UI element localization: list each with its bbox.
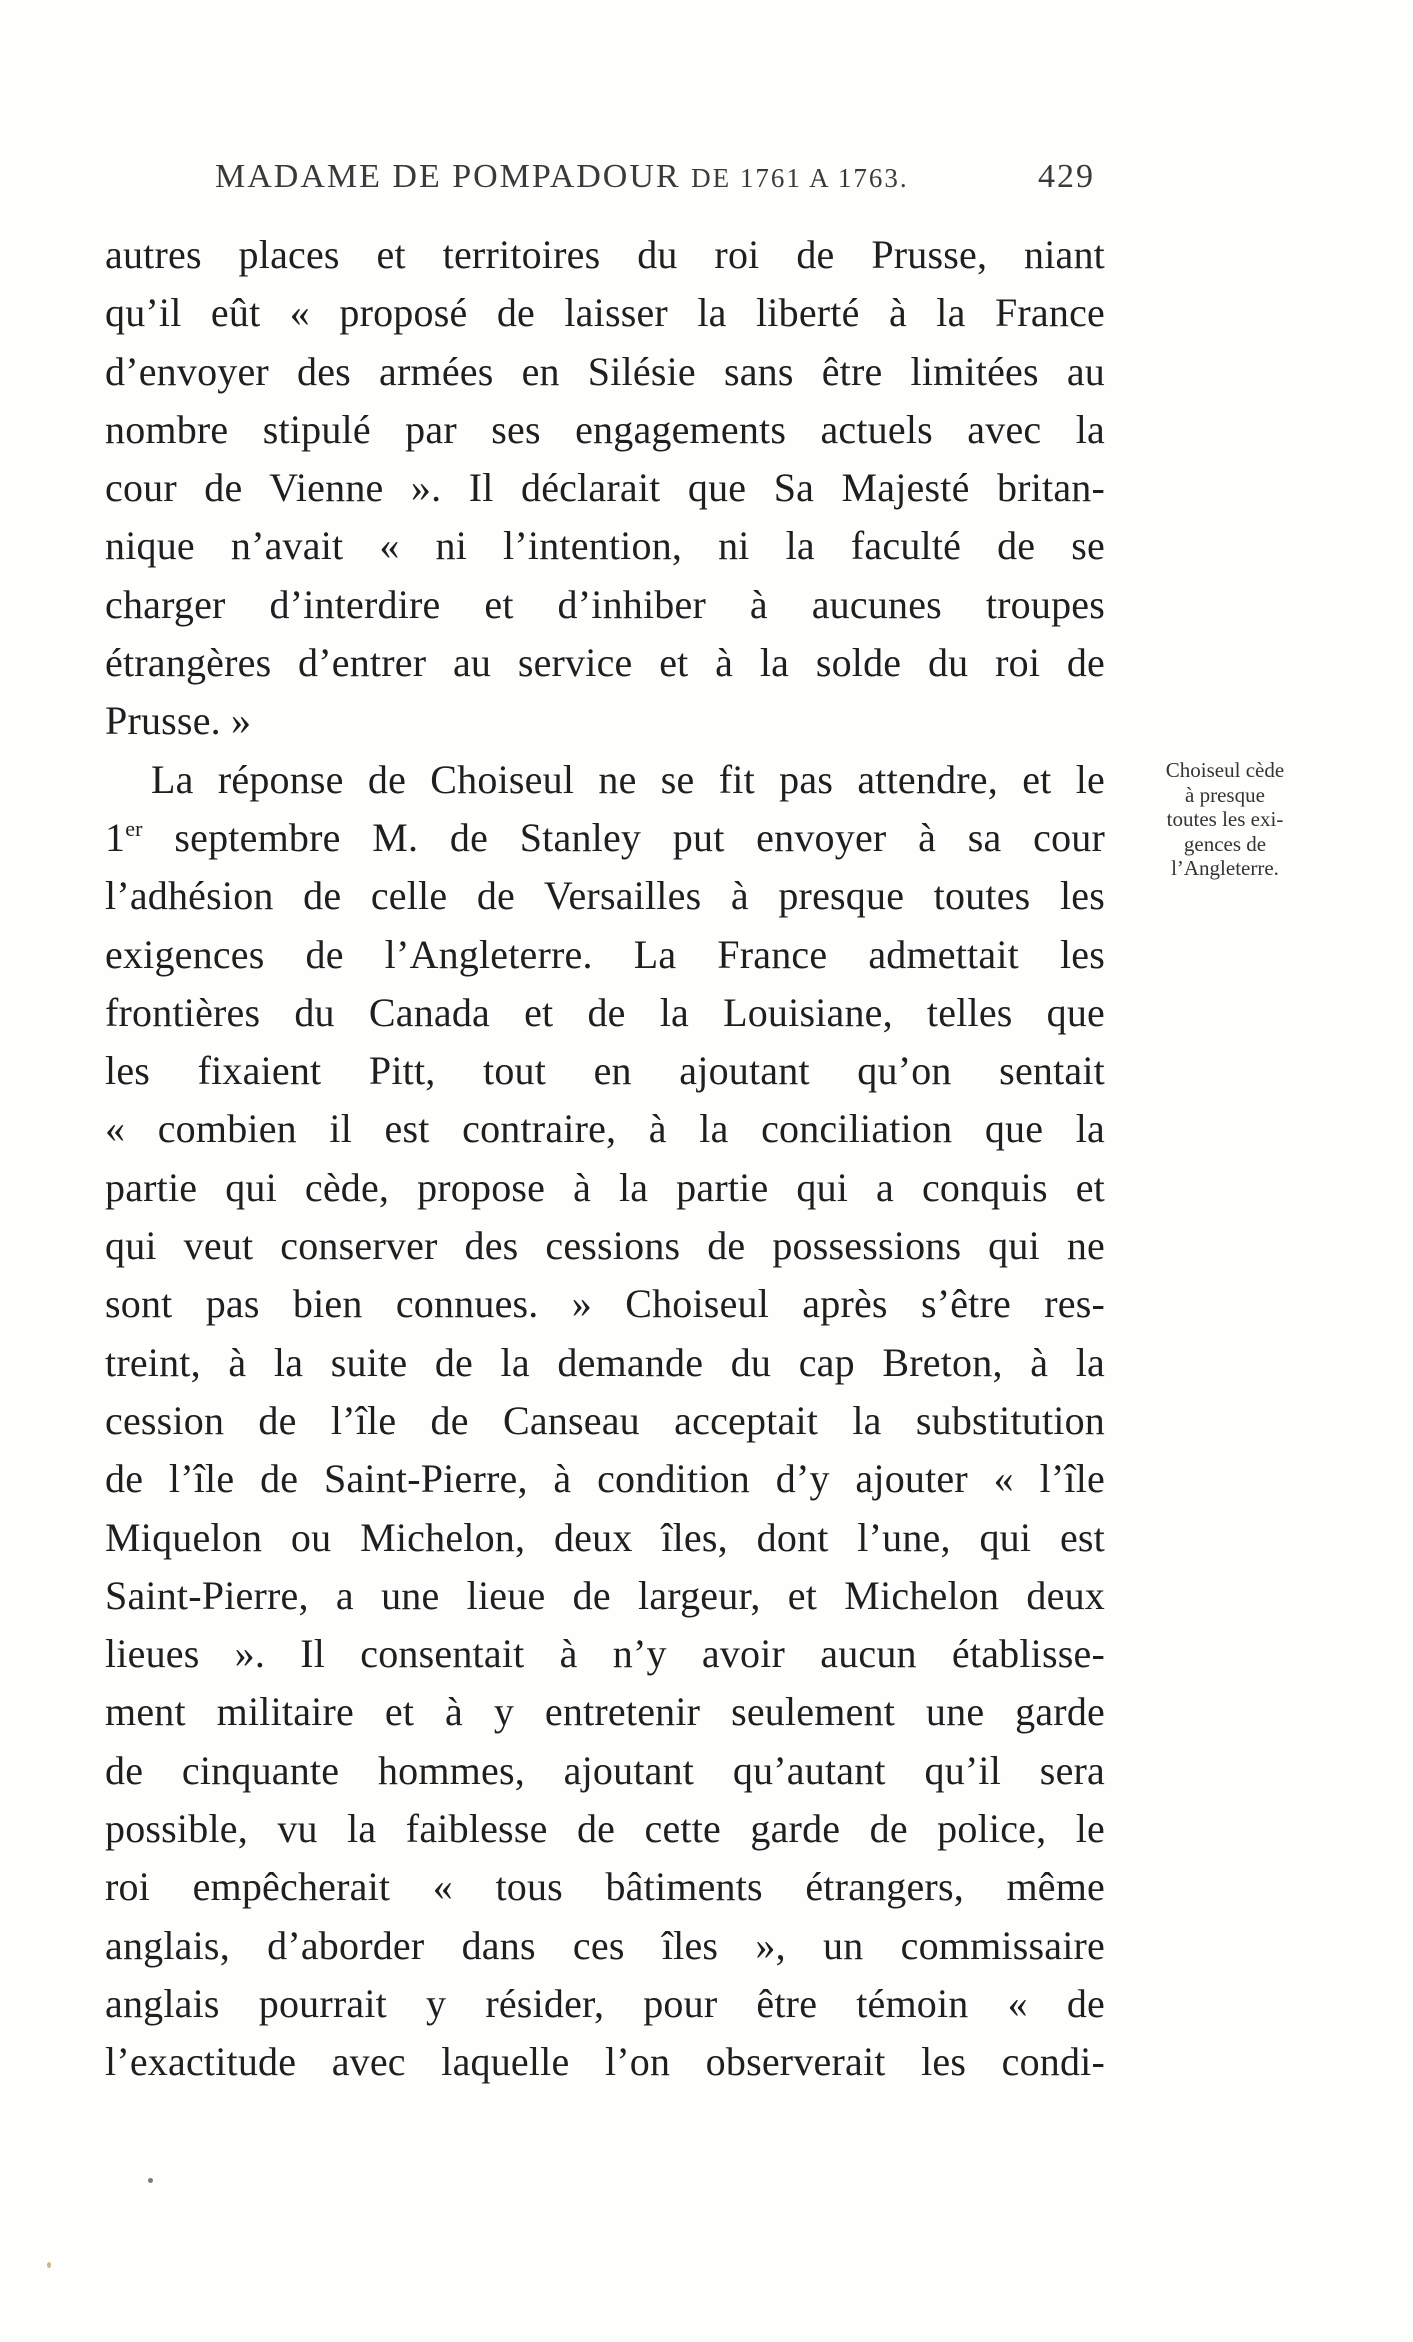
text-line: frontières du Canada et de la Louisiane, telles que [105,989,1105,1035]
body-text [105,226,1105,2092]
text-line: anglais pourrait y résider, pour être témoin « de [105,1980,1105,2026]
margin-note-line: l’Angleterre. [1171,856,1279,880]
text-line: l’exactitude avec laquelle l’on observerait les condi- [105,2039,1105,2085]
page-number: 429 [1038,158,1095,195]
text-line: ment militaire et à y entretenir seulement une garde [105,1689,1105,1735]
text-line: treint, à la suite de la demande du cap Breton, à la [105,1339,1105,1385]
text-line: étrangères d’entrer au service et à la solde du roi de [105,640,1105,686]
text-line: charger d’interdire et d’inhiber à aucunes troupes [105,581,1105,627]
text-line: exigences de l’Angleterre. La France admettait les [105,931,1105,977]
running-head [215,158,1095,198]
text-line: lieues ». Il consentait à n’y avoir aucun établisse- [105,1631,1105,1677]
text-line: l’adhésion de celle de Versailles à presque toutes les [105,873,1105,919]
margin-note [1130,758,1320,881]
margin-note-line: gences de [1183,831,1267,856]
running-title-range: DE 1761 A 1763. [691,163,909,193]
paper-speck [47,2262,51,2268]
text-line: anglais, d’aborder dans ces îles », un commissaire [105,1922,1105,1968]
paper-speck [148,2178,153,2183]
margin-note-line: toutes les exi- [1166,807,1284,831]
date-number: 1 [105,814,126,860]
text-line-rest: septembre M. de Stanley put envoyer à sa cour [174,814,1106,860]
text-line: de cinquante hommes, ajoutant qu’autant qu’il sera [105,1747,1105,1793]
text-line: qu’il eût « proposé de laisser la liberté à la France [105,290,1105,336]
margin-note-line: Choiseul cède [1165,758,1285,782]
text-line: Prusse. » [105,698,252,744]
text-line: de l’île de Saint-Pierre, à condition d’y ajouter « l’île [105,1456,1105,1502]
text-line: autres places et territoires du roi de Prusse, niant [105,232,1105,277]
running-title [215,158,909,196]
text-line: sont pas bien connues. » Choiseul après s’être res- [105,1281,1105,1327]
margin-note-line: à presque [1185,782,1265,807]
text-line: La réponse de Choiseul ne se fit pas attendre, et le [151,756,1105,802]
text-line: « combien il est contraire, à la conciliation que la [105,1106,1105,1152]
text-line: nombre stipulé par ses engagements actuels avec la [105,406,1105,452]
text-line: les fixaient Pitt, tout en ajoutant qu’on sentait [105,1048,1105,1094]
text-line: d’envoyer des armées en Silésie sans être limitées au [105,348,1105,394]
date-suffix: er [125,815,143,841]
text-line: cession de l’île de Canseau acceptait la substitution [105,1397,1105,1443]
text-line: roi empêcherait « tous bâtiments étrangers, même [105,1864,1105,1910]
text-line: partie qui cède, propose à la partie qui a conquis et [105,1164,1105,1210]
text-line: Saint-Pierre, a une lieue de largeur, et Michelon deux [105,1572,1105,1618]
text-line: qui veut conserver des cessions de possessions qui ne [105,1223,1105,1269]
text-line: cour de Vienne ». Il déclarait que Sa Majesté britan- [105,465,1105,511]
text-line: nique n’avait « ni l’intention, ni la faculté de se [105,523,1105,569]
text-line: possible, vu la faiblesse de cette garde de police, le [105,1806,1105,1852]
running-title-main: MADAME DE POMPADOUR [215,158,681,195]
text-line-date [105,809,1105,867]
text-line: Miquelon ou Michelon, deux îles, dont l’une, qui est [105,1514,1105,1560]
